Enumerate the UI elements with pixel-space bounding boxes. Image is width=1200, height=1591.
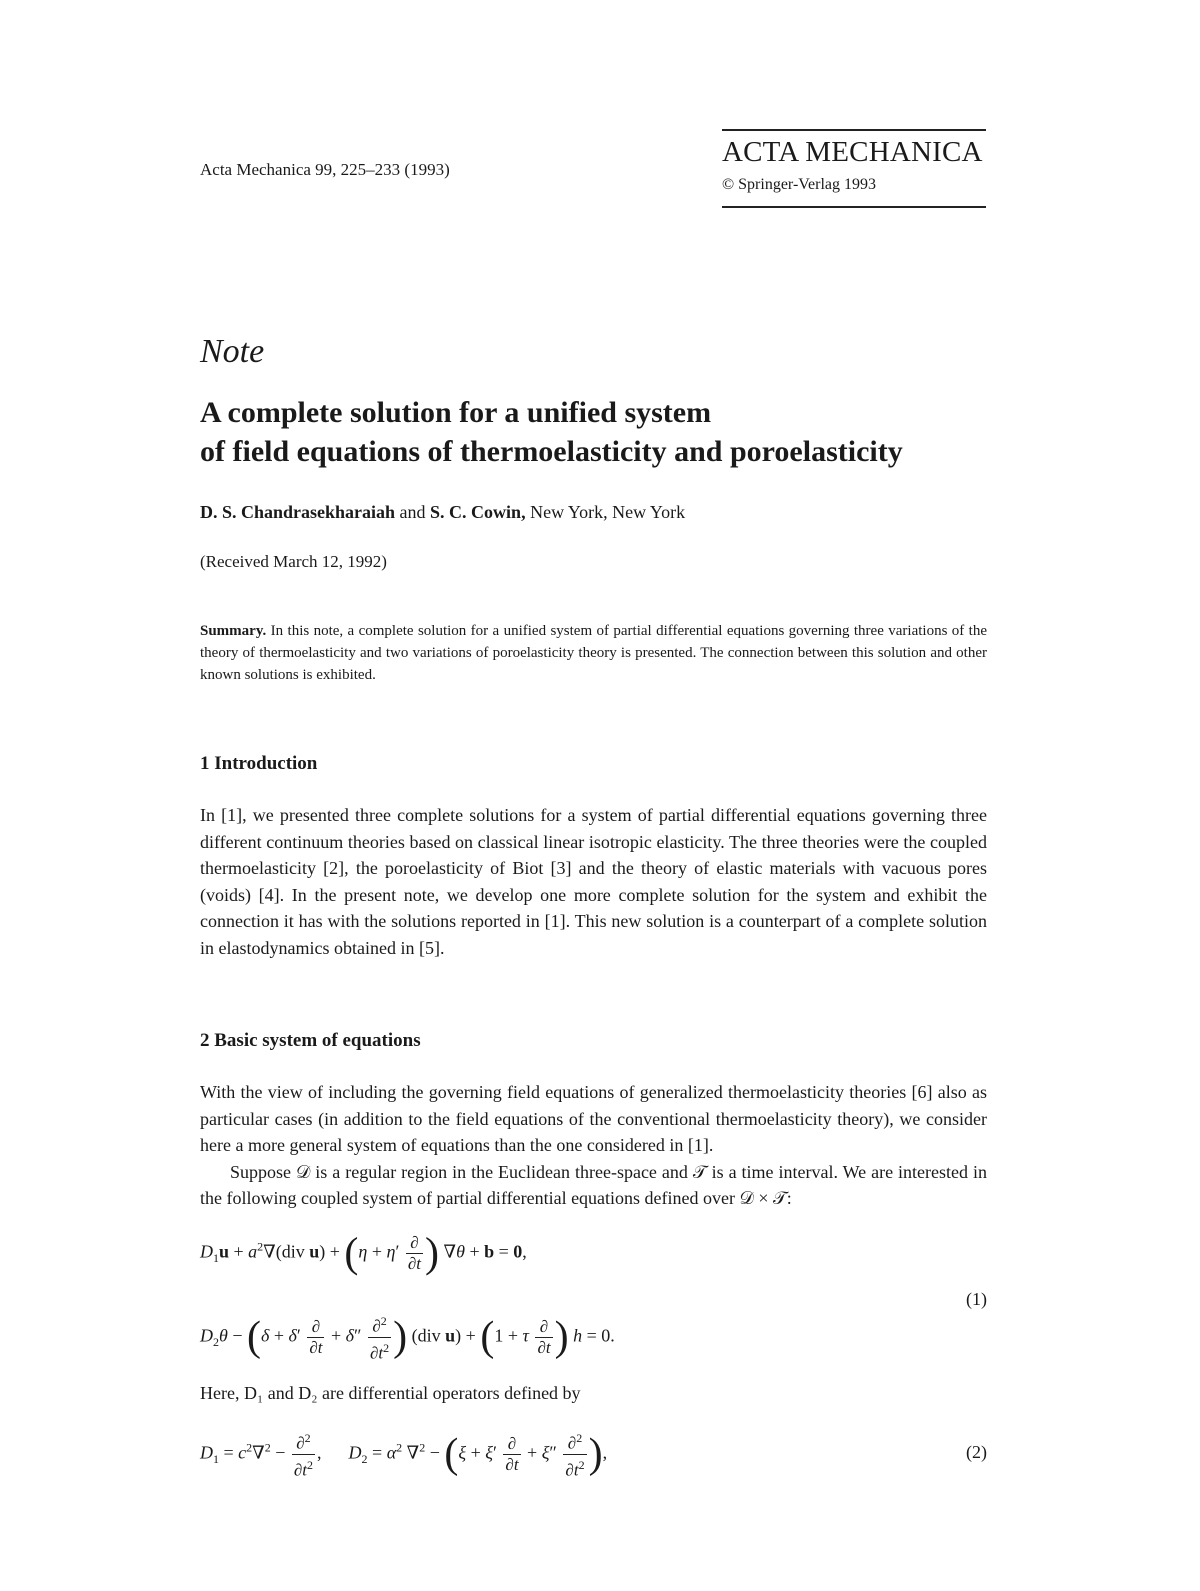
header-rule-bottom <box>722 206 986 208</box>
introduction-text: In [1], we presented three complete solutions for a system of partial differential equations governing three different continuum theories based on classical linear isotropic elasticity. The three theories were the coupled thermoelasticity [2], the poroelasticity of Biot [3] and the theory of elastic materials with vacuous pores (voids) [4]. In the present note, we develop one more complete solution for the system and exhibit the connection it has with the solutions reported in [1]. This new solution is a counterpart of a complete solution in elastodynamics obtained in [5]. <box>200 805 987 958</box>
equation-2: $D_1 = c^2\nabla^2$ − $\frac{\partial^2}{\partial t^2}$ , $D_2 = \alpha^2$ ∇$^2$ − (ξ + ξ′ $\frac{\partial}{\partial t}$ + ξ″ $\frac{\partial^2}{\partial t^2}$ ), <box>200 1428 607 1480</box>
author-location: New York, New York <box>525 502 686 522</box>
basic-system-paragraph-2: Suppose 𝒟 is a regular region in the Euclidean three-space and 𝒯 is a time interval. We are interested in the following coupled system of partial differential equations defined over 𝒟 × 𝒯: <box>200 1161 987 1208</box>
article-title <box>200 393 1000 471</box>
equation-2-number: (2) <box>966 1442 987 1462</box>
received-date: (Received March 12, 1992) <box>200 552 387 571</box>
article-type: Note <box>200 333 265 370</box>
author-2: S. C. Cowin, <box>430 502 526 522</box>
introduction-paragraph <box>200 802 987 961</box>
equation-1a: $D_1u + a^2\nabla(div$ u) + (η + η′ $\frac{\partial}{\partial t}$ ) ∇θ + b = 0, <box>200 1230 527 1277</box>
authors <box>200 502 685 523</box>
summary-text: In this note, a complete solution for a unified system of partial differential equations governing three variations of the theory of thermoelasticity and two variations of poroelasticity theory is presented. The connection between this solution and other known solutions is exhibited. <box>200 623 987 683</box>
author-1: D. S. Chandrasekharaiah <box>200 502 396 522</box>
basic-system-paragraph-1: With the view of including the governing field equations of generalized thermoelasticity theories [6] also as particular cases (in addition to the field equations of the conventional thermoelasticity theory), we consider here a more general system of equations than the one considered in [1]. <box>200 1082 987 1155</box>
journal-name: ACTA MECHANICA <box>722 136 983 168</box>
section-heading-introduction: 1 Introduction <box>200 753 318 774</box>
section-heading-basic-system: 2 Basic system of equations <box>200 1030 421 1051</box>
title-line-2: of field equations of thermoelasticity and poroelasticity <box>200 435 903 468</box>
copyright-notice: © Springer-Verlag 1993 <box>722 176 877 193</box>
summary-label: Summary. <box>200 623 267 639</box>
equation-1-number: (1) <box>966 1289 987 1309</box>
operators-intro-text: Here, D₁ and D₂ are differential operators defined by <box>200 1383 581 1403</box>
title-line-1: A complete solution for a unified system <box>200 396 712 429</box>
header-rule-top <box>722 129 986 131</box>
equation-1b: $D_2\theta - (\delta + \delta'$ $\frac{\partial}{\partial t}$ + δ″ $\frac{\partial^2}{\partial t^2}$ ) (div u) + (1 + τ $\frac{\partial}{\partial t}$ ) h = 0. <box>200 1311 615 1363</box>
operators-intro <box>200 1380 987 1407</box>
summary <box>200 620 987 686</box>
basic-system-paragraphs <box>200 1079 987 1212</box>
author-conjunction: and <box>395 502 431 522</box>
journal-citation: Acta Mechanica 99, 225–233 (1993) <box>200 160 450 179</box>
